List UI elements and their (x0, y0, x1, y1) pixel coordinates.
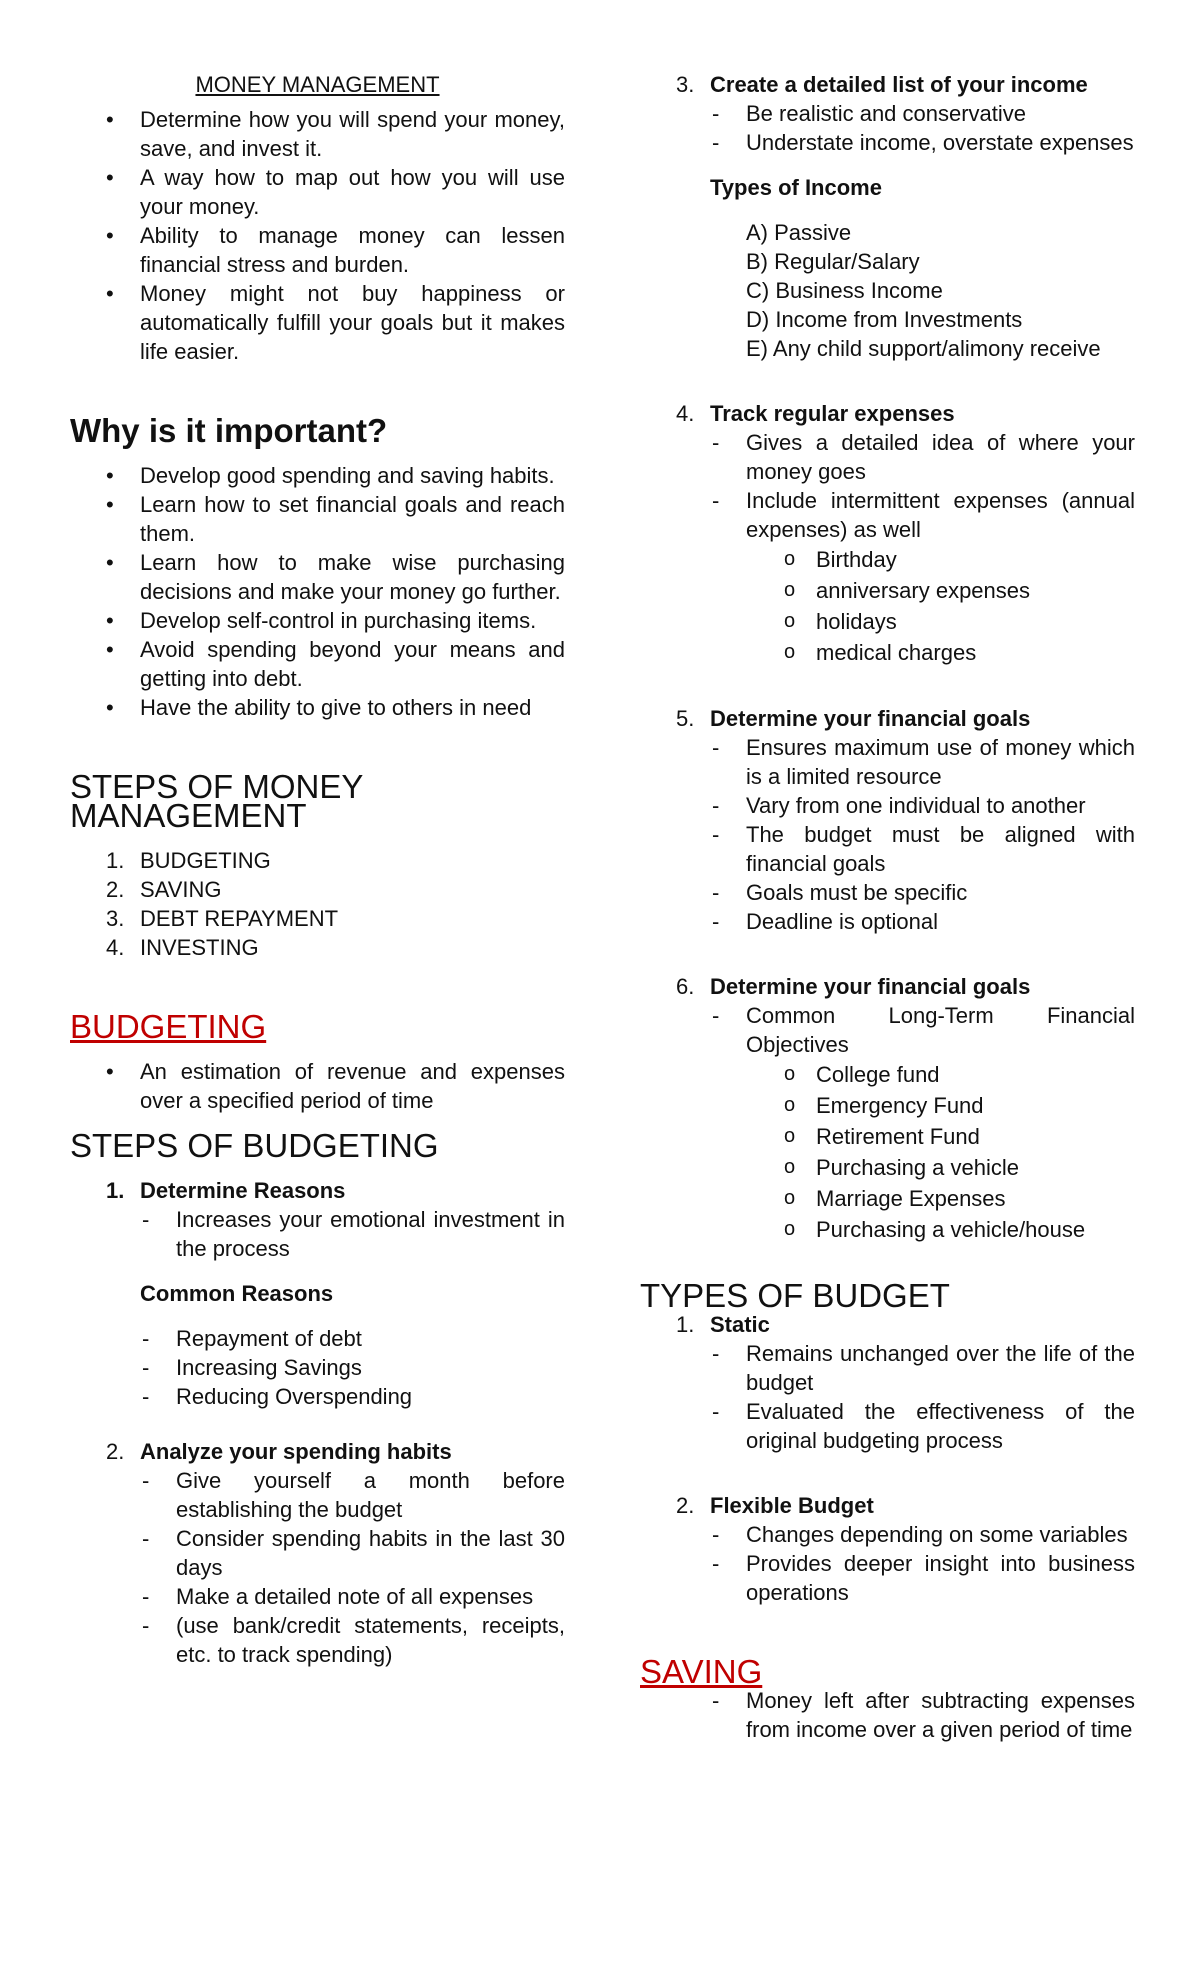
income-types-list (640, 218, 1135, 363)
list-item: C) Business Income (746, 278, 943, 303)
type-1-points (640, 1339, 1135, 1455)
list-item: o Purchasing a vehicle/house (640, 1214, 1135, 1245)
list-item: E) Any child support/alimony receive (746, 336, 1101, 361)
list-item: o anniversary expenses (640, 575, 1135, 606)
list-item: • Avoid spending beyond your means and getting into debt. (70, 635, 565, 693)
list-item: o medical charges (640, 637, 1135, 668)
list-item: o Retirement Fund (640, 1121, 1135, 1152)
list-item: • Learn how to set financial goals and reach them. (70, 490, 565, 548)
list-item: - Vary from one individual to another (640, 791, 1135, 820)
step-label: BUDGETING (140, 848, 271, 873)
budget-step-5 (640, 704, 1135, 733)
list-item: - Reducing Overspending (70, 1382, 565, 1411)
list-item: - Increases your emotional investment in the process (70, 1205, 565, 1263)
step-6-points (640, 1001, 1135, 1059)
list-item: - Evaluated the effectiveness of the original budgeting process (640, 1397, 1135, 1455)
list-item: - Common Long-Term Financial Objectives (640, 1001, 1135, 1059)
steps-heading: STEPS OF MONEY MANAGEMENT (70, 768, 363, 834)
step-3-points (640, 99, 1135, 157)
list-item: - Goals must be specific (640, 878, 1135, 907)
step-title: Analyze your spending habits (140, 1439, 452, 1464)
step-title: Determine Reasons (140, 1178, 346, 1203)
reasons-list (70, 1324, 565, 1411)
steps-list (70, 846, 565, 962)
list-item: o Birthday (640, 544, 1135, 575)
budget-type-1 (640, 1310, 1135, 1339)
step-title: Track regular expenses (710, 401, 955, 426)
saving-heading: SAVING (640, 1653, 763, 1690)
type-title: Static (710, 1312, 770, 1337)
list-item: • Learn how to make wise purchasing decisions and make your money go further. (70, 548, 565, 606)
list-item: • Develop good spending and saving habits. (70, 461, 565, 490)
right-column (640, 70, 1135, 1744)
list-item: D) Income from Investments (746, 307, 1023, 332)
budget-step-6 (640, 972, 1135, 1001)
step-5-points (640, 733, 1135, 936)
list-item: 4. INVESTING (106, 935, 259, 960)
left-column (70, 70, 565, 1669)
list-item: - Provides deeper insight into business operations (640, 1549, 1135, 1607)
list-item: • Ability to manage money can lessen financial stress and burden. (70, 221, 565, 279)
list-item: • Money might not buy happiness or automatically fulfill your goals but it makes life easier. (70, 279, 565, 366)
budget-step-2 (70, 1437, 565, 1466)
budgeting-list (70, 1057, 565, 1115)
list-item: • An estimation of revenue and expenses over a specified period of time (70, 1057, 565, 1115)
budget-step-4 (640, 399, 1135, 428)
list-item: - Deadline is optional (640, 907, 1135, 936)
list-item: o Emergency Fund (640, 1090, 1135, 1121)
saving-points (640, 1686, 1135, 1744)
list-item: B) Regular/Salary (746, 249, 920, 274)
list-item: • Develop self-control in purchasing items. (70, 606, 565, 635)
page-title: MONEY MANAGEMENT (195, 72, 440, 97)
step-number: 2. (106, 1439, 125, 1464)
budget-step-3 (640, 70, 1135, 99)
list-item: o College fund (640, 1059, 1135, 1090)
list-item: o Purchasing a vehicle (640, 1152, 1135, 1183)
list-item: - Money left after subtracting expenses from income over a given period of time (640, 1686, 1135, 1744)
list-item: - Give yourself a month before establishing the budget (70, 1466, 565, 1524)
type-number: 2. (676, 1493, 695, 1518)
list-item: - Repayment of debt (70, 1324, 565, 1353)
step-title: Determine your financial goals (710, 974, 1031, 999)
step-number: 6. (676, 974, 695, 999)
list-item: - Be realistic and conservative (640, 99, 1135, 128)
list-item: - Ensures maximum use of money which is a limited resource (640, 733, 1135, 791)
intro-list (70, 105, 565, 366)
step-label: SAVING (140, 877, 222, 902)
step-title: Create a detailed list of your income (710, 72, 1088, 97)
step-number: 1. (106, 1178, 125, 1203)
step-number: 3. (676, 72, 695, 97)
list-item: - Include intermittent expenses (annual expenses) as well (640, 486, 1135, 544)
list-item: 1. BUDGETING (106, 848, 271, 873)
list-item: - Changes depending on some variables (640, 1520, 1135, 1549)
step-number: 5. (676, 706, 695, 731)
step-2-points (70, 1466, 565, 1669)
step-4-examples (640, 544, 1135, 668)
type-2-points (640, 1520, 1135, 1607)
list-item: - The budget must be aligned with financial goals (640, 820, 1135, 878)
step-label: DEBT REPAYMENT (140, 906, 339, 931)
list-item: o Marriage Expenses (640, 1183, 1135, 1214)
step-4-points (640, 428, 1135, 544)
list-item: • A way how to map out how you will use your money. (70, 163, 565, 221)
list-item: • Have the ability to give to others in need (70, 693, 565, 722)
steps-budgeting-heading: STEPS OF BUDGETING (70, 1127, 439, 1164)
list-item: - Increasing Savings (70, 1353, 565, 1382)
list-item: - Consider spending habits in the last 30 days (70, 1524, 565, 1582)
why-heading: Why is it important? (70, 412, 388, 449)
list-item: • Determine how you will spend your money, save, and invest it. (70, 105, 565, 163)
budget-step-1 (70, 1176, 565, 1205)
list-item: A) Passive (746, 220, 852, 245)
common-reasons-heading: Common Reasons (140, 1281, 334, 1306)
types-of-budget-heading: TYPES OF BUDGET (640, 1277, 950, 1314)
list-item: - Understate income, overstate expenses (640, 128, 1135, 157)
step-label: INVESTING (140, 935, 259, 960)
budgeting-heading: BUDGETING (70, 1008, 267, 1045)
step-title: Determine your financial goals (710, 706, 1031, 731)
list-item: o holidays (640, 606, 1135, 637)
list-item: - Make a detailed note of all expenses (70, 1582, 565, 1611)
list-item: - Gives a detailed idea of where your money goes (640, 428, 1135, 486)
income-types-heading: Types of Income (710, 175, 882, 200)
step-number: 4. (676, 401, 695, 426)
budget-type-2 (640, 1491, 1135, 1520)
list-item: 2. SAVING (106, 877, 222, 902)
type-number: 1. (676, 1312, 695, 1337)
list-item: - (use bank/credit statements, receipts, etc. to track spending) (70, 1611, 565, 1669)
step-6-examples (640, 1059, 1135, 1245)
list-item: 3. DEBT REPAYMENT (106, 906, 339, 931)
why-list (70, 461, 565, 722)
list-item: - Remains unchanged over the life of the budget (640, 1339, 1135, 1397)
type-title: Flexible Budget (710, 1493, 874, 1518)
step-1-points (70, 1205, 565, 1263)
